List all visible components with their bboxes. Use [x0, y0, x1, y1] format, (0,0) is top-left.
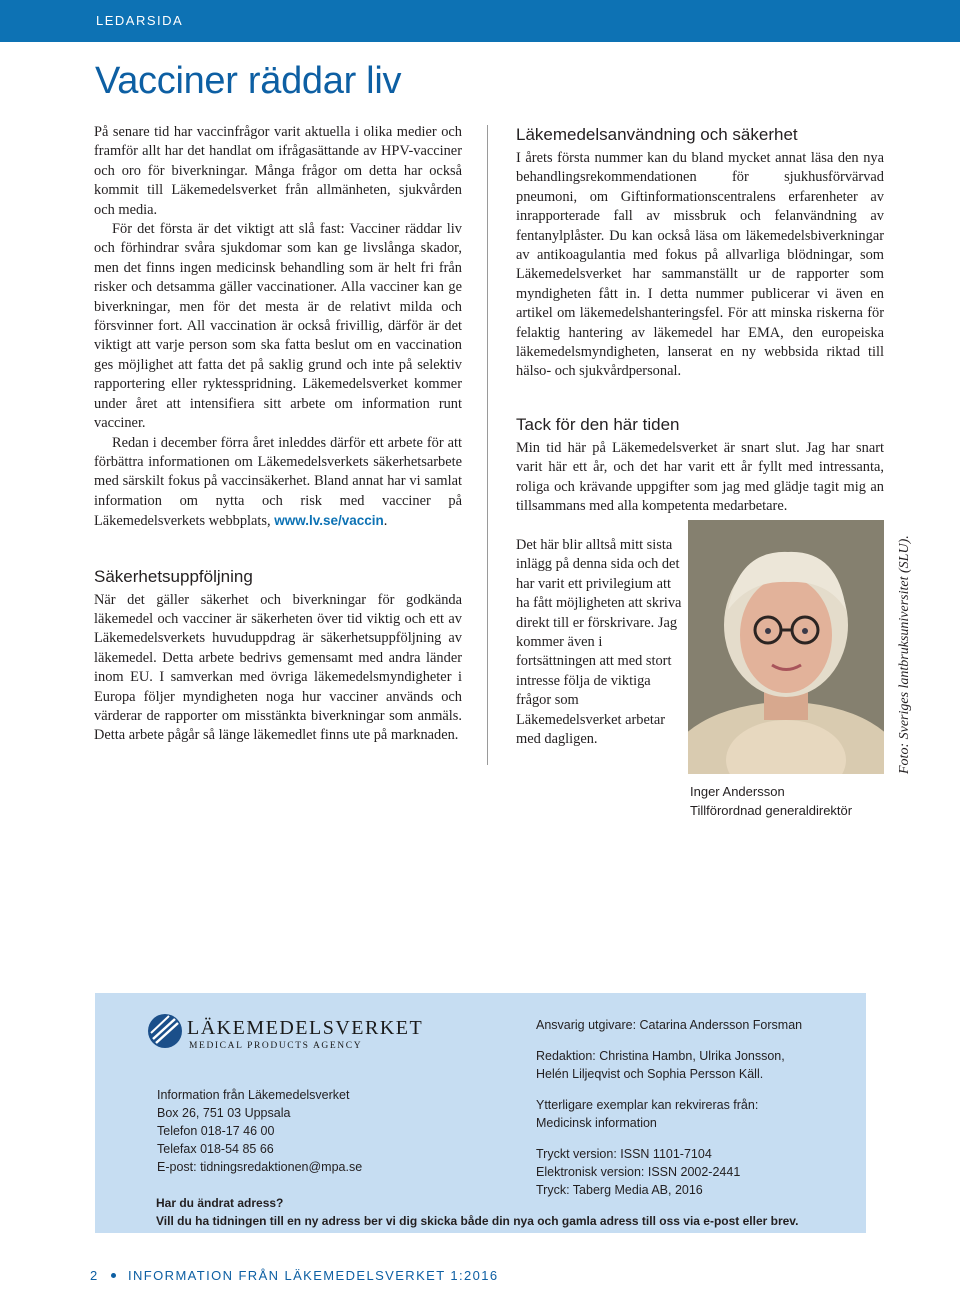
portrait-photo: [688, 520, 884, 774]
caption-name: Inger Andersson: [690, 784, 785, 799]
body-paragraph: I årets första nummer kan du bland mycket annat läsa den nya behandlingsrekommendationen för sjukhusförvärvad pneumoni, om Giftinformationscentralens erfarenheter av inrapporterade fall av missbruk och felanvändning av fentanylplåster. Du kan också läsa om läkemedelsbiverkningar av antikoagulantia med fokus på allvarliga blödningar, som Läkemedelsverket har sammanställt ur de rapporter som myndigheten fått in. I detta nummer publicerar vi även en artikel om läkemedelshanteringsfel. För att minska riskerna för felaktig hantering av läkemedel har EMA, den europeiska läkemedelsmyndigheten, lanserat en ny webbsida riktad till hälso- och sjukvårdpersonal.: [516, 150, 884, 380]
section-header-bar: [0, 0, 960, 42]
body-text: Redan i december förra året inleddes därför ett arbete för att förbättra informationen om Läkemedelsverkets säkerhetsarbete med särskilt fokus på vaccinsäkerhet. Bland annat har vi samlat information om nytta och risk med vacciner på Läkemedelsverkets webbplats,: [94, 434, 462, 530]
body-paragraph: Min tid här på Läkemedelsverket är snart slut. Jag har snart varit här ett år, och det har varit ett år fyllt med intressanta, roliga och krävande uppgifter som jag med glädje tagit mig an tillsammans med alla kompetenta medarbetare.: [516, 439, 884, 515]
address-instructions: Vill du ha tidningen till en ny adress ber vi dig skicka både din nya och gamla adress till oss via e-post eller brev.: [156, 1214, 799, 1228]
agency-emblem-icon: [147, 1013, 183, 1049]
bullet-separator: [111, 1273, 116, 1278]
editorial-line: Redaktion: Christina Hambn, Ulrika Jonsson,: [536, 1049, 785, 1063]
portrait-illustration: [688, 520, 884, 774]
copies-info: [536, 1096, 802, 1132]
contact-line: Box 26, 751 03 Uppsala: [157, 1106, 291, 1120]
vaccine-info-link[interactable]: www.lv.se/vaccin: [274, 513, 384, 529]
page-footer: [0, 1253, 960, 1294]
contact-line: Information från Läkemedelsverket: [157, 1088, 350, 1102]
page-title: Vacciner räddar liv: [95, 60, 402, 102]
copies-line: Medicinsk information: [536, 1116, 657, 1130]
contact-line: Telefax 018-54 85 66: [157, 1142, 274, 1156]
contact-info: [157, 1086, 362, 1176]
column-divider: [487, 125, 488, 765]
section-heading-thanks: Tack för den här tiden: [516, 414, 680, 434]
publication-details: [536, 1016, 802, 1212]
issn-print: Tryckt version: ISSN 1101-7104: [536, 1147, 712, 1161]
section-heading-usage: Läkemedelsanvändning och säkerhet: [516, 125, 798, 144]
inset-paragraph: Det här blir alltså mitt sista inlägg på denna sida och det har varit ett privilegium att ha fått möjligheten att skriva direkt till er förskrivare. Jag kommer även i fortsättningen att med stort intresse följa de viktiga frågor som Läkemedelsverket arbetar med dagligen.: [516, 537, 682, 748]
issn-electronic: Elektronisk version: ISSN 2002-2441: [536, 1165, 741, 1179]
logo-subtitle: MEDICAL PRODUCTS AGENCY: [189, 1041, 363, 1051]
body-paragraph: För det första är det viktigt att slå fast: Vacciner räddar liv och förhindrar svåra sjukdomar som kan ge livslånga skador, men det finns ingen medicinsk behandling som är helt fri från risker och detsamma gäller vaccinationer. Alla vacciner kan ge biverkningar, men för det mesta är de relativt milda och försvinner fort. All vaccination är också frivillig, därför är det viktigt att varje person som ska fatta beslut om en vaccination ges möjlighet att fatta det på saklig grund och inte på selektiv rapportering eller ryktesspridning. Läkemedelsverket kommer under året att intensifiera sitt arbete om information runt vacciner.: [94, 221, 462, 432]
contact-email: E-post: tidningsredaktionen@mpa.se: [157, 1160, 363, 1174]
body-paragraph: När det gäller säkerhet och biverkningar för godkända läkemedel och vacciner är säkerheten över tid viktig och ett av Läkemedelsverkets huvuduppdrag är säkerhetsuppföljning av läkemedel. Detta arbete bedrivs gemensamt med andra länder inom EU. I samverkan med övriga läkemedelsmyndigheter i Europa följer myndigheten noga hur vacciner används och värderar de rapporter om misstänkta biverkningar som anmäls. Detta arbete pågår så länge läkemedlet finns ute på marknaden.: [94, 591, 462, 744]
address-question: Har du ändrat adress?: [156, 1196, 284, 1210]
right-column: [516, 125, 884, 517]
left-column: [94, 123, 462, 746]
logo-name: LÄKEMEDELSVERKET: [187, 1017, 424, 1039]
editorial-line: Helén Liljeqvist och Sophia Persson Käll.: [536, 1067, 764, 1081]
section-heading-safety: Säkerhetsuppföljning: [94, 566, 253, 586]
printer-info: Tryck: Taberg Media AB, 2016: [536, 1183, 703, 1197]
contact-line: Telefon 018-17 46 00: [157, 1124, 275, 1138]
address-change-notice: [156, 1194, 798, 1230]
intro-paragraph: På senare tid har vaccinfrågor varit aktuella i olika medier och framför allt har det handlat om ifrågasättande av HPV-vacciner och oro för biverkningar. Många frågor om detta har också kommit till Läkemedelsverket från allmänheten, sjukvården och media.: [94, 124, 462, 218]
publication-name: INFORMATION FRÅN LÄKEMEDELSVERKET 1:2016: [128, 1268, 499, 1283]
caption-title: Tillförordnad generaldirektör: [690, 803, 853, 818]
editorial: [536, 1047, 802, 1083]
publisher: Ansvarig utgivare: Catarina Andersson Forsman: [536, 1018, 803, 1032]
issn-info: [536, 1145, 802, 1199]
period: .: [383, 513, 388, 530]
photo-credit: [895, 520, 917, 774]
body-paragraph: [94, 434, 462, 532]
section-label: LEDARSIDA: [96, 13, 184, 28]
copies-line: Ytterligare exemplar kan rekvireras från:: [536, 1098, 759, 1112]
footer-info-box: [95, 993, 866, 1233]
page-number: 2: [90, 1268, 99, 1283]
photo-credit-text: Foto: Sveriges lantbruksuniversitet (SLU).: [897, 535, 912, 774]
photo-caption: [690, 782, 852, 820]
